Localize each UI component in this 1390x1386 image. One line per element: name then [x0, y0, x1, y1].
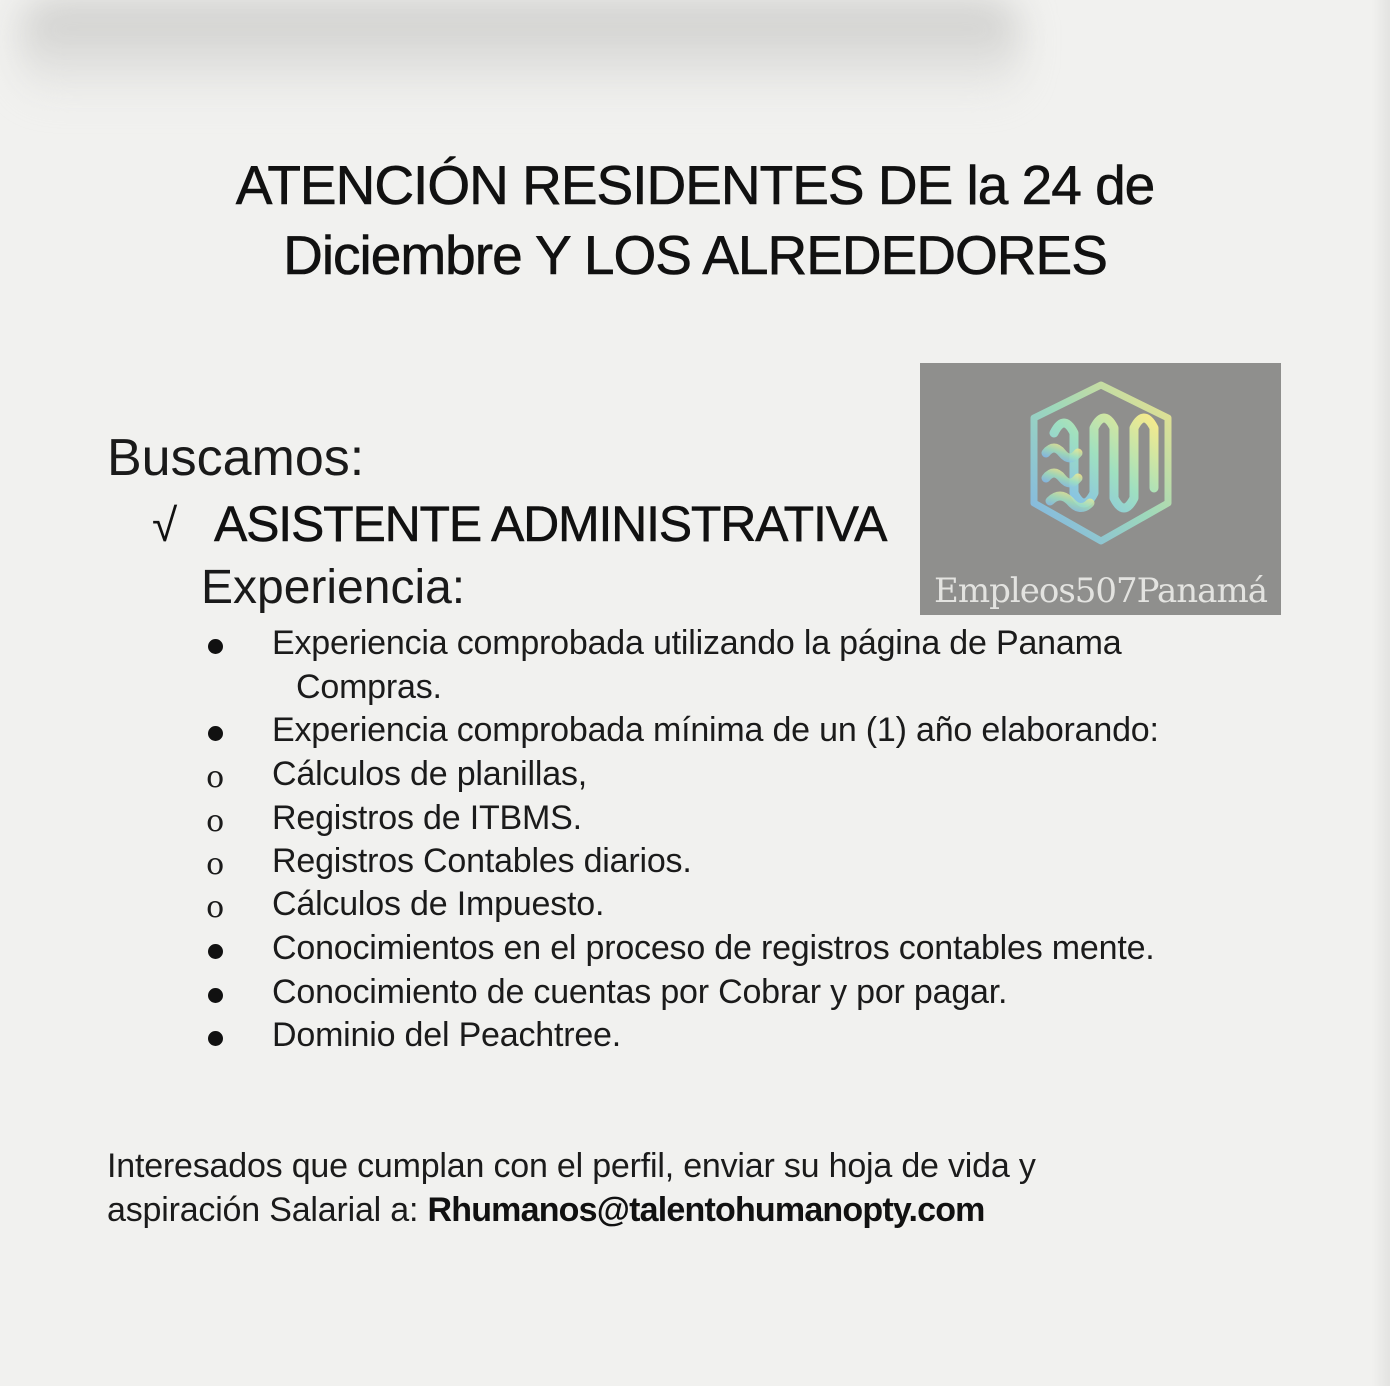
intro-label: Buscamos:: [107, 429, 365, 487]
bullet-icon: [195, 708, 235, 752]
footer-contact-prefix: aspiración Salarial a:: [107, 1191, 428, 1229]
list-item-continuation: Compras.: [296, 668, 442, 706]
list-item-text: Registros Contables diarios.: [272, 842, 692, 880]
list-item-text: Experiencia comprobada utilizando la página de Panama: [272, 624, 1122, 662]
circle-bullet-icon: o: [206, 804, 224, 839]
list-item-text: Conocimiento de cuentas por Cobrar y por pagar.: [272, 973, 1008, 1011]
list-item-text: Cálculos de Impuesto.: [272, 885, 605, 923]
circle-bullet-icon: o: [206, 760, 224, 795]
headline-line-1: ATENCIÓN RESIDENTES DE la 24 de: [235, 154, 1155, 216]
bullet-icon: [195, 621, 235, 665]
list-item-text: Experiencia comprobada mínima de un (1) año elaborando:: [272, 711, 1159, 749]
list-item-text: Cálculos de planillas,: [272, 755, 587, 793]
footer-contact: [107, 1188, 985, 1232]
headline-line-2: Diciembre Y LOS ALREDEDORES: [283, 224, 1107, 286]
logo-caption: Empleos507Panamá: [934, 571, 1267, 611]
contact-email: Rhumanos@talentohumanopty.com: [427, 1191, 985, 1229]
position-title: [152, 493, 886, 556]
position-name: ASISTENTE ADMINISTRATIVA: [214, 496, 887, 552]
list-item-text: Conocimientos en el proceso de registros contables mente.: [272, 929, 1155, 967]
headline: [0, 150, 1390, 290]
logo-watermark: [920, 363, 1281, 615]
footer-instructions: Interesados que cumplan con el perfil, enviar su hoja de vida y: [107, 1147, 1036, 1185]
list-item-text: Dominio del Peachtree.: [272, 1016, 622, 1054]
top-blur-decoration: [20, 0, 1020, 95]
circle-bullet-icon: o: [206, 847, 224, 882]
experience-heading: Experiencia:: [201, 561, 466, 614]
list-item-text: Registros de ITBMS.: [272, 799, 582, 837]
bullet-icon: [195, 926, 235, 970]
bullet-icon: [195, 970, 235, 1014]
bullet-icon: [195, 1013, 235, 1057]
hexagon-maze-logo-icon: [1014, 373, 1188, 558]
circle-bullet-icon: o: [206, 890, 224, 925]
check-mark-icon: √: [152, 499, 177, 551]
